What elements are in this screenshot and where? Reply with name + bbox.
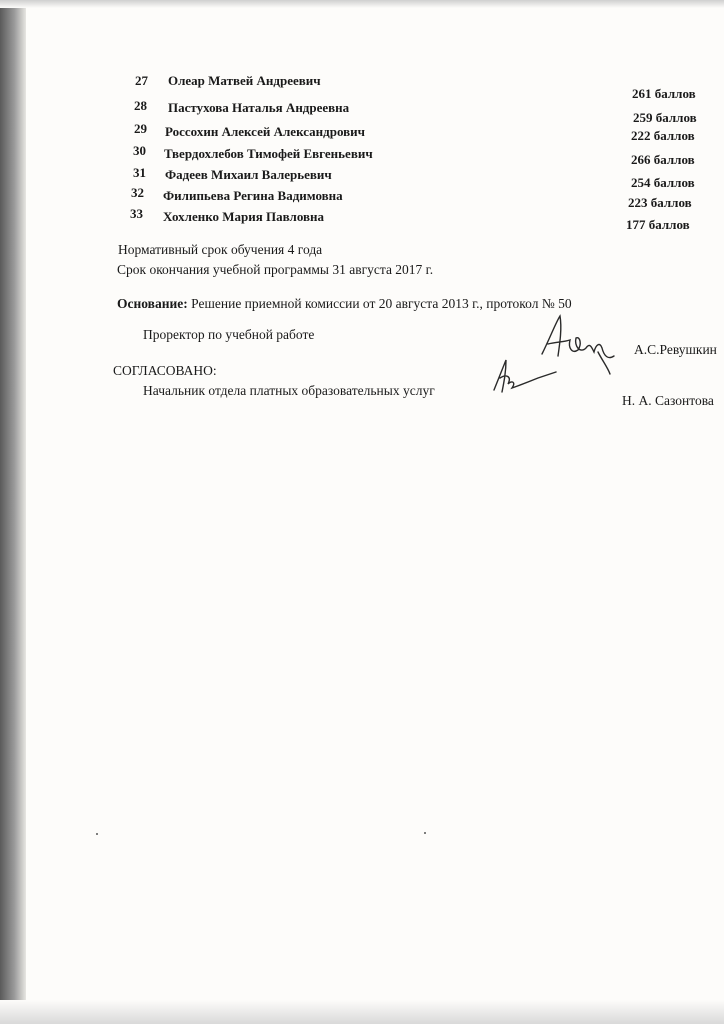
row-number: 28 (134, 98, 147, 113)
scan-bottom-edge (0, 1000, 724, 1024)
scan-speck (96, 833, 98, 835)
head-signature (488, 356, 560, 401)
student-score: 177 баллов (626, 217, 690, 232)
student-name: Твердохлебов Тимофей Евгеньевич (164, 146, 373, 161)
student-name: Россохин Алексей Александрович (165, 124, 365, 139)
student-name: Олеар Матвей Андреевич (168, 73, 321, 88)
student-score: 222 баллов (631, 128, 695, 143)
student-name: Пастухова Наталья Андреевна (168, 100, 350, 115)
scan-left-edge (0, 0, 26, 1024)
row-number: 30 (133, 143, 146, 158)
student-name: Фадеев Михаил Валерьевич (165, 167, 332, 182)
row-number: 31 (133, 165, 146, 180)
student-score: 259 баллов (633, 110, 697, 125)
student-score: 261 баллов (632, 86, 696, 101)
basis-line (117, 296, 572, 312)
row-number: 29 (134, 121, 147, 136)
student-name: Филипьева Регина Вадимовна (163, 188, 343, 203)
student-score: 266 баллов (631, 152, 695, 167)
student-score: 223 баллов (628, 195, 692, 210)
row-number: 32 (131, 185, 144, 200)
prorector-name: А.С.Ревушкин (634, 342, 717, 357)
program-end-date: Срок окончания учебной программы 31 августа 2017 г. (117, 262, 434, 277)
row-number: 27 (135, 73, 148, 88)
basis-text: Решение приемной комиссии от 20 августа 2013 г., протокол № 50 (187, 296, 572, 311)
scan-speck (424, 832, 426, 834)
student-name: Хохленко Мария Павловна (163, 209, 325, 224)
prorector-title: Проректор по учебной работе (143, 327, 315, 342)
head-name: Н. А. Сазонтова (622, 393, 714, 408)
study-term: Нормативный срок обучения 4 года (118, 242, 323, 257)
scan-top-edge (0, 0, 724, 8)
agreed-heading: СОГЛАСОВАНО: (113, 363, 217, 378)
head-title: Начальник отдела платных образовательных услуг (143, 383, 435, 398)
student-score: 254 баллов (631, 175, 695, 190)
row-number: 33 (130, 206, 143, 221)
basis-label: Основание: (117, 296, 188, 311)
